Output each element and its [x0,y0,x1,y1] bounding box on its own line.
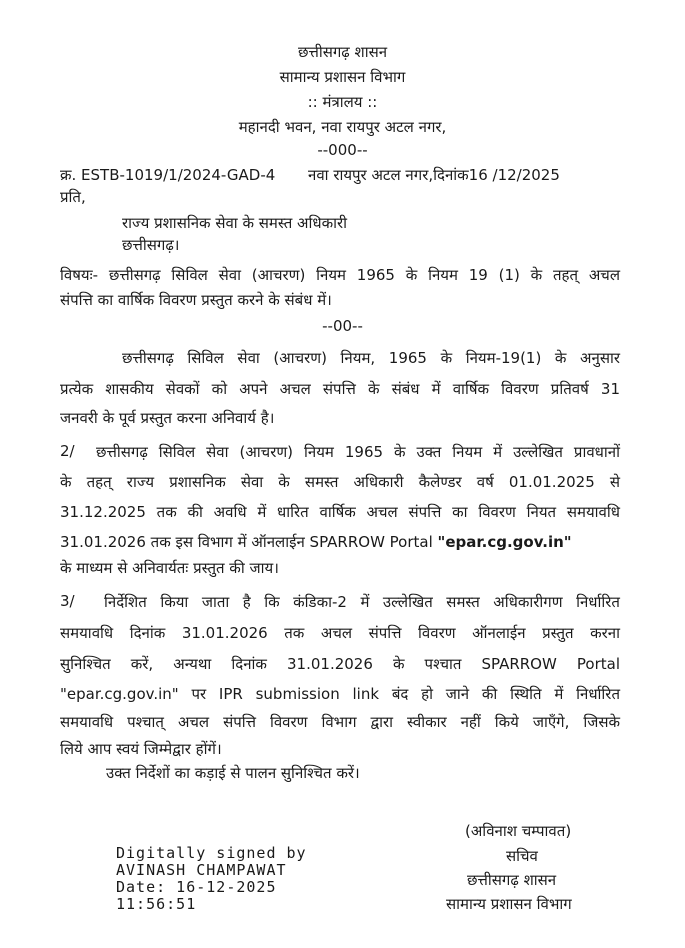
header-divider: --000-- [317,141,368,159]
para1-line-1: छत्तीसगढ़ सिविल सेवा (आचरण) नियम, 1965 के नियम-19(1) के अनुसार [122,349,620,367]
para2-line-4 [60,532,572,552]
para3-line-4: "epar.cg.gov.in" पर IPR submission link बंद हो जाने की स्थिति में निर्धारित [60,685,620,703]
para1-line-2: प्रत्येक शासकीय सेवकों को अपने अचल संपत्ति के संबंध में वार्षिक विवरण प्रतिवर्ष 31 [60,380,620,398]
para2-number: 2/ [60,442,75,460]
signatory-government: छत्तीसगढ़ शासन [467,871,557,889]
recipient-state: छत्तीसगढ़। [122,236,180,254]
para3-line-2: समयावधि दिनांक 31.01.2026 तक अचल संपत्ति विवरण ऑनलाईन प्रस्तुत करना [60,624,620,642]
signatory-department: सामान्य प्रशासन विभाग [446,895,572,913]
para3-line-6: लिये आप स्वयं जिम्मेद्वार होंगें। [60,740,222,758]
portal-url: "epar.cg.gov.in" [437,533,572,551]
reference-number: क्र. ESTB-1019/1/2024-GAD-4 [60,166,276,184]
para3-line-3: सुनिश्चित करें, अन्यथा दिनांक 31.01.2026 के पश्चात SPARROW Portal [60,655,620,673]
para1-line-3: जनवरी के पूर्व प्रस्तुत करना अनिवार्य है। [60,409,275,427]
para2-line-5: के माध्यम से अनिवार्यतः प्रस्तुत की जाय। [60,559,279,577]
para2-line-1: छत्तीसगढ़ सिविल सेवा (आचरण) नियम 1965 के उक्त नियम में उल्लेखित प्रावधानों [96,443,620,461]
para2-line-3: 31.12.2025 तक की अवधि में धारित वार्षिक अचल संपत्ति का विवरण नियत समयावधि [60,503,620,521]
para3-number: 3/ [60,592,75,610]
para3-line-5: समयावधि पश्चात् अचल संपत्ति विवरण विभाग द्वारा स्वीकार नहीं किये जाएँगे, जिसके [60,713,620,731]
digital-signature-time: 11:56:51 [116,895,197,913]
signatory-designation: सचिव [506,847,538,865]
digital-signature-date: Date: 16-12-2025 [116,878,277,896]
digital-signature-block [116,845,307,913]
digital-signature-name: AVINASH CHAMPAWAT [116,861,287,879]
recipient: राज्य प्रशासनिक सेवा के समस्त अधिकारी [122,214,348,232]
section-divider: --00-- [322,317,363,335]
subject-line-2: संपत्ति का वार्षिक विवरण प्रस्तुत करने के संबंध में। [60,291,332,309]
subject-line-1: विषयः- छत्तीसगढ़ सिविल सेवा (आचरण) नियम 1965 के नियम 19 (1) के तहत् अचल [60,266,620,284]
para2-line-2: के तहत् राज्य प्रशासनिक सेवा के समस्त अधिकारी कैलेण्डर वर्ष 01.01.2025 से [60,473,620,491]
header-government: छत्तीसगढ़ शासन [297,43,388,61]
signatory-name: (अविनाश चम्पावत) [465,822,572,840]
digital-signature-line-1: Digitally signed by [116,844,307,862]
para2-line-4-text: 31.01.2026 तक इस विभाग में ऑनलाईन SPARROW Portal [60,533,438,551]
para3-line-1: निर्देशित किया जाता है कि कंडिका-2 में उल्लेखित समस्त अधिकारीगण निर्धारित [104,593,620,611]
place-and-date: नवा रायपुर अटल नगर,दिनांक16 /12/2025 [308,166,560,184]
header-address: महानदी भवन, नवा रायपुर अटल नगर, [238,118,447,136]
header-department: सामान्य प्रशासन विभाग [279,68,406,86]
to-label: प्रति, [60,188,86,206]
closing-instruction: उक्त निर्देशों का कड़ाई से पालन सुनिश्चित करें। [106,764,360,782]
header-ministry: :: मंत्रालय :: [307,93,378,111]
